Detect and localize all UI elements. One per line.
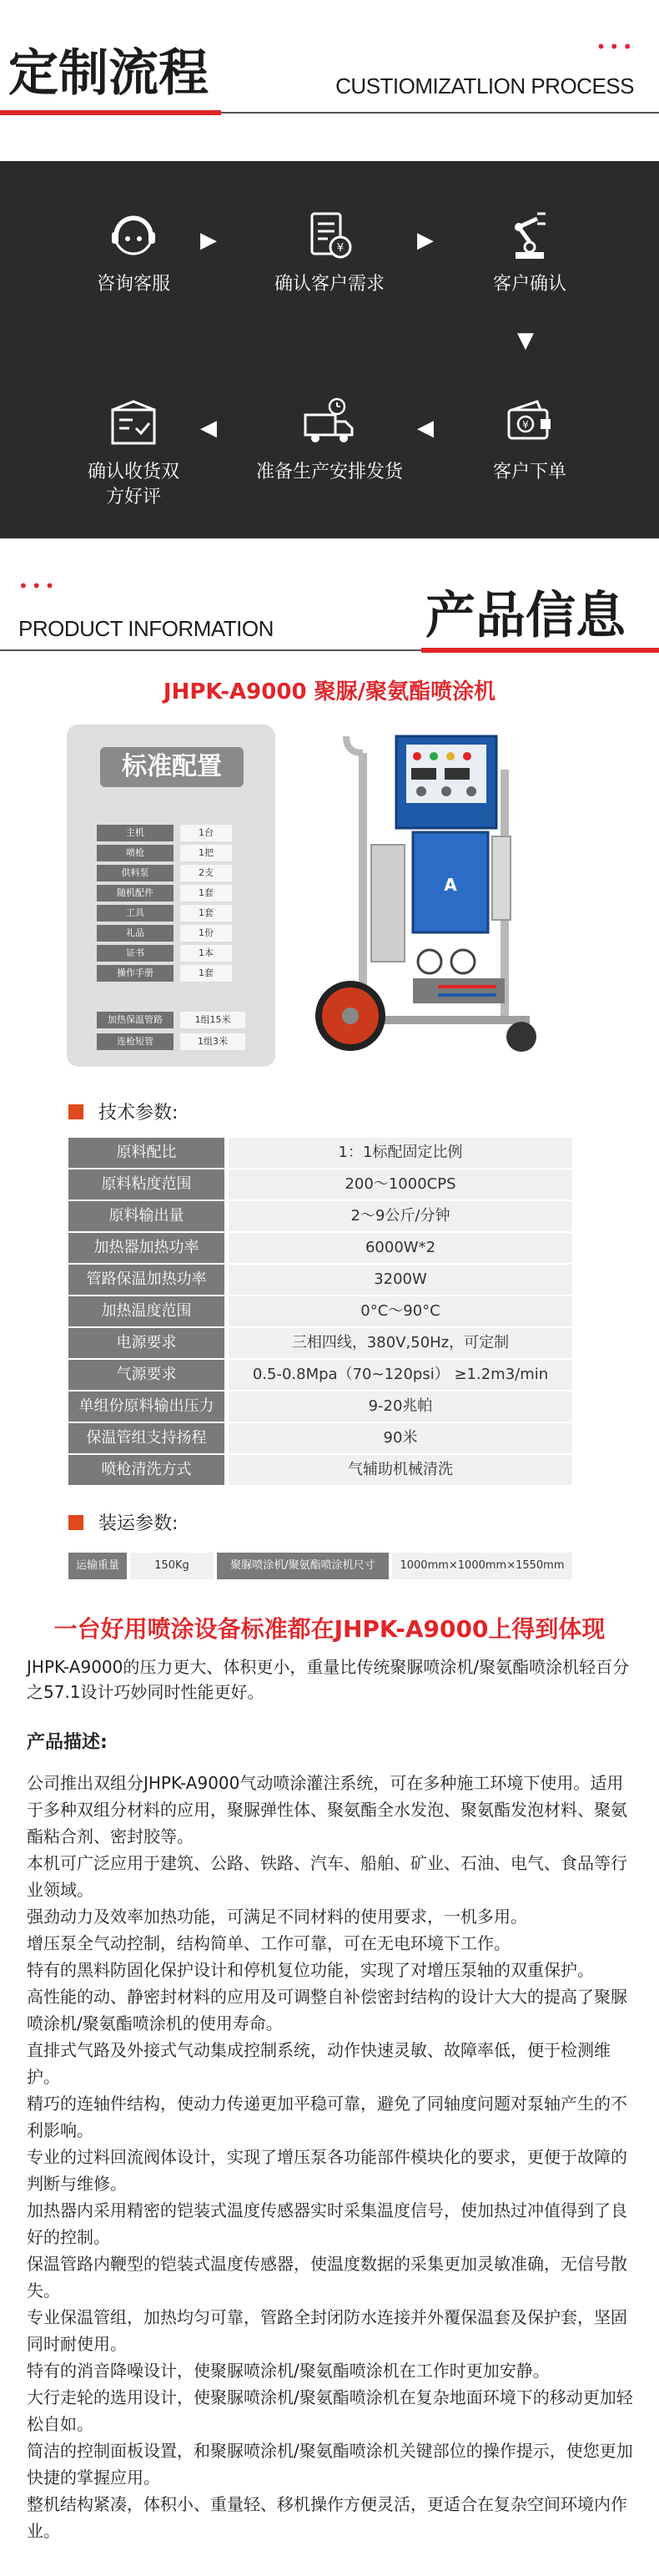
- shipping-table: [68, 1553, 572, 1579]
- process-step-label: 确认客户需求: [274, 274, 385, 295]
- config-row: [97, 925, 239, 942]
- accent-bar: [421, 648, 659, 653]
- config-value: 1套: [180, 885, 232, 902]
- delivery-truck-icon: [300, 395, 359, 453]
- description-paragraph: 特有的黑料防固化保护设计和停机复位功能，实现了对增压泵轴的双重保护。: [27, 1960, 594, 1980]
- process-step-label: 准备生产安排发货: [255, 462, 403, 482]
- shipping-size-label: 聚脲喷涂机/聚氨酯喷涂机尺寸: [217, 1553, 389, 1579]
- process-step-label: 确认收货双方好评: [87, 462, 179, 508]
- svg-text:¥: ¥: [336, 242, 345, 255]
- config-row: [97, 945, 239, 962]
- section-title-product: 产品信息: [425, 587, 626, 645]
- description-body: [27, 1770, 636, 2544]
- divider-line: [0, 649, 421, 651]
- description-paragraph: 加热器内采用精密的铠装式温度传感器实时采集温度信号，使加热过冲值得到了良好的控制。: [27, 2200, 627, 2247]
- process-step-consult: [50, 207, 217, 297]
- process-step-order: [446, 395, 613, 485]
- spec-key: 原料粘度范围: [68, 1169, 224, 1200]
- config-key: 证书: [97, 945, 174, 962]
- product-title: JHPK-A9000 聚脲/聚氨酯喷涂机: [163, 679, 496, 705]
- config-value: 1本: [180, 945, 232, 962]
- table-row: [68, 1138, 572, 1168]
- spec-value: 6000W*2: [229, 1233, 572, 1263]
- arrow-right-icon: ▶: [200, 228, 217, 253]
- table-row: [68, 1169, 572, 1200]
- config-value: 2支: [180, 865, 232, 881]
- description-paragraph: 保温管路内鞭型的铠装式温度传感器，使温度数据的采集更加灵敏准确，无信号散失。: [27, 2254, 627, 2301]
- shipping-size-value: 1000mm×1000mm×1550mm: [392, 1553, 572, 1579]
- config-key: 连枪短管: [97, 1033, 174, 1050]
- table-row: [68, 1201, 572, 1231]
- spec-key: 电源要求: [68, 1328, 224, 1358]
- spec-key: 保温管组支持扬程: [68, 1423, 224, 1453]
- config-row: [97, 1012, 255, 1028]
- table-row: [68, 1265, 572, 1295]
- config-row: [97, 1033, 255, 1050]
- spec-value: 90米: [229, 1423, 572, 1453]
- config-extra-list: [97, 1012, 255, 1053]
- description-paragraph: 特有的消音降噪设计，使聚脲喷涂机/聚氨酯喷涂机在工作时更加安静。: [27, 2361, 550, 2381]
- spec-value: 2～9公斤/分钟: [229, 1201, 572, 1231]
- received-box-icon: [104, 395, 163, 453]
- config-value: 1组3米: [180, 1033, 245, 1050]
- table-row: [68, 1360, 572, 1390]
- arrow-down-icon: ▼: [517, 328, 534, 353]
- description-paragraph: 本机可广泛应用于建筑、公路、铁路、汽车、船舶、矿业、石油、电气、食品等行业领域。: [27, 1853, 627, 1900]
- process-step-confirm: [446, 207, 613, 297]
- intro-text: JHPK-A9000的压力更大、体积更小，重量比传统聚脲喷涂机/聚氨酯喷涂机轻百分之57.1设计巧妙同时性能更好。: [27, 1657, 630, 1702]
- customer-service-icon: [104, 207, 163, 265]
- spec-key: 单组份原料输出压力: [68, 1392, 224, 1422]
- section-title-process: 定制流程: [8, 44, 209, 103]
- config-value: 1组15米: [180, 1012, 245, 1028]
- section-marker-icon: [68, 1104, 83, 1119]
- description-heading: 产品描述:: [27, 1732, 108, 1753]
- table-row: [68, 1296, 572, 1326]
- svg-text:A: A: [444, 875, 457, 895]
- config-value: 1套: [180, 965, 232, 982]
- description-paragraph: 精巧的连轴件结构，使动力传递更加平稳可靠，避免了同轴度问题对泵轴产生的不利影响。: [27, 2094, 627, 2140]
- table-row: [68, 1455, 572, 1485]
- config-key: 操作手册: [97, 965, 174, 982]
- config-value: 1份: [180, 925, 232, 942]
- section-marker-icon: [68, 1515, 83, 1530]
- product-machine-image: [313, 720, 580, 1070]
- config-key: 礼品: [97, 925, 174, 942]
- spec-value: 3200W: [229, 1265, 572, 1295]
- spec-value: 气辅助机械清洗: [229, 1455, 572, 1485]
- table-row: [68, 1233, 572, 1263]
- wallet-order-icon: [501, 395, 559, 453]
- process-step-label: 客户下单: [492, 462, 566, 482]
- arrow-left-icon: ◀: [200, 416, 217, 441]
- description-paragraph: 大行走轮的选用设计，使聚脲喷涂机/聚氨酯喷涂机在复杂地面环境下的移动更加轻松自如。: [27, 2387, 633, 2434]
- shipping-weight-label: 运输重量: [68, 1553, 127, 1579]
- description-paragraph: 专业保温管组，加热均匀可靠，管路全封闭防水连接并外覆保温套及保护套，坚固同时耐使用。: [27, 2307, 627, 2354]
- spec-value: 200～1000CPS: [229, 1169, 572, 1200]
- spec-key: 原料输出量: [68, 1201, 224, 1231]
- config-row: [97, 885, 239, 902]
- arrow-left-icon: ◀: [417, 416, 434, 441]
- config-key: 供料泵: [97, 865, 174, 881]
- spec-key: 加热器加热功率: [68, 1233, 224, 1263]
- description-paragraph: 公司推出双组分JHPK-A9000气动喷涂灌注系统，可在多种施工环境下使用。适用于多种双组分材料的应用，聚脲弹性体、聚氨酯全水发泡、聚氨酯发泡材料、聚氨酯粘合剂、密封胶等。: [27, 1773, 627, 1846]
- table-row: [68, 1423, 572, 1453]
- spec-value: 0°C～90°C: [229, 1296, 572, 1326]
- decorative-dots: •••: [18, 576, 58, 596]
- process-step-requirements: [246, 207, 413, 297]
- config-key: 随机配件: [97, 885, 174, 902]
- spec-key: 气源要求: [68, 1360, 224, 1390]
- section-subtitle-process: CUSTIOMIZATLION PROCESS: [335, 73, 634, 98]
- process-panel: [0, 161, 659, 538]
- slogan: 一台好用喷涂设备标准都在JHPK-A9000上得到体现: [53, 1615, 606, 1643]
- description-paragraph: 简洁的控制面板设置，和聚脲喷涂机/聚氨酯喷涂机关键部位的操作提示，使您更加快捷的掌握应用。: [27, 2441, 633, 2488]
- process-step-received: [50, 395, 217, 510]
- config-list: [97, 825, 239, 992]
- shipping-heading: 装运参数:: [98, 1513, 179, 1534]
- svg-text:¥: ¥: [522, 419, 529, 431]
- process-step-ship: [246, 395, 413, 485]
- spec-key: 加热温度范围: [68, 1296, 224, 1326]
- spec-key: 喷枪清洗方式: [68, 1455, 224, 1485]
- table-row: [68, 1328, 572, 1358]
- requirements-doc-icon: [300, 207, 359, 265]
- divider-line: [221, 112, 659, 114]
- config-row: [97, 845, 239, 861]
- config-key: 喷枪: [97, 845, 174, 861]
- config-value: 1把: [180, 845, 232, 861]
- config-key: 加热保温管路: [97, 1012, 174, 1028]
- robot-arm-icon: [501, 207, 559, 265]
- spec-value: 1：1标配固定比例: [229, 1138, 572, 1168]
- config-key: 主机: [97, 825, 174, 841]
- spec-key: 原料配比: [68, 1138, 224, 1168]
- arrow-right-icon: ▶: [417, 228, 434, 253]
- section-subtitle-product: PRODUCT INFORMATION: [18, 616, 274, 641]
- spec-value: 9-20兆帕: [229, 1392, 572, 1422]
- config-key: 工具: [97, 905, 174, 922]
- accent-bar: [0, 110, 221, 115]
- process-step-label: 咨询客服: [96, 274, 170, 295]
- description-paragraph: 增压泵全气动控制，结构简单、工作可靠，可在无电环境下工作。: [27, 1933, 511, 1953]
- config-row: [97, 825, 239, 841]
- description-paragraph: 直排式气路及外接式气动集成控制系统，动作快速灵敏、故障率低，便于检测维护。: [27, 2040, 611, 2087]
- description-paragraph: 高性能的动、静密封材料的应用及可调整自补偿密封结构的设计大大的提高了聚脲喷涂机/聚氨酯喷涂机的使用寿命。: [27, 1987, 627, 2033]
- tech-params-table: [0, 1138, 659, 1488]
- process-step-label: 客户确认: [492, 274, 566, 295]
- description-paragraph: 专业的过料回流阀体设计，实现了增压泵各功能部件模块化的要求，更便于故障的判断与维修。: [27, 2147, 627, 2194]
- config-row: [97, 865, 239, 881]
- description-paragraph: 强劲动力及效率加热功能，可满足不同材料的使用要求，一机多用。: [27, 1907, 527, 1927]
- config-value: 1台: [180, 825, 232, 841]
- description-paragraph: 整机结构紧凑，体积小、重量轻、移机操作方便灵活，更适合在复杂空间环境内作业。: [27, 2494, 627, 2541]
- shipping-weight-value: 150Kg: [130, 1553, 214, 1579]
- spec-key: 管路保温加热功率: [68, 1265, 224, 1295]
- config-row: [97, 965, 239, 982]
- tech-params-heading: 技术参数:: [98, 1103, 179, 1124]
- config-value: 1套: [180, 905, 232, 922]
- standard-config-heading: 标准配置: [100, 747, 244, 787]
- spec-value: 0.5-0.8Mpa（70~120psi） ≥1.2m3/min: [229, 1360, 572, 1390]
- config-row: [97, 905, 239, 922]
- spec-value: 三相四线，380V,50Hz，可定制: [229, 1328, 572, 1358]
- table-row: [68, 1392, 572, 1422]
- decorative-dots: •••: [596, 37, 636, 57]
